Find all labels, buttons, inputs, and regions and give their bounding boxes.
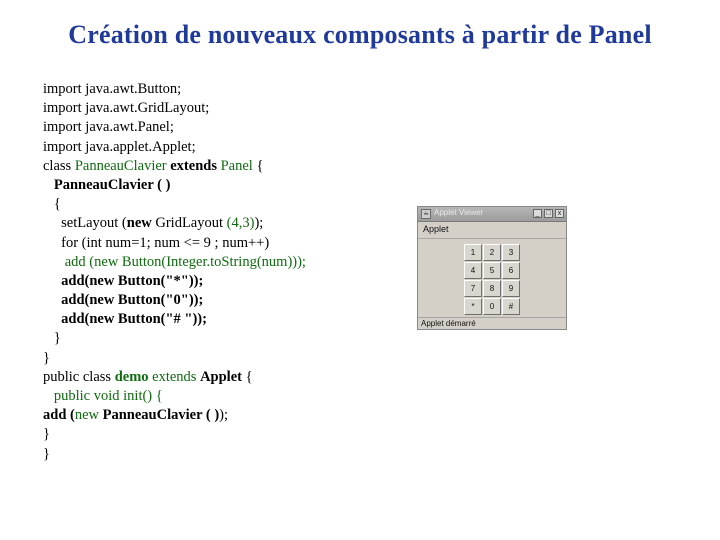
code-token: } <box>43 330 61 347</box>
code-token: new <box>74 407 103 424</box>
code-token: add(new Button("# ")); <box>43 311 207 328</box>
slide-title: Création de nouveaux composants à partir de Panel <box>68 20 652 49</box>
code-line <box>43 118 306 137</box>
status-bar-text: Applet démarré <box>421 319 476 328</box>
keypad-button-3[interactable]: 3 <box>502 244 520 261</box>
code-line <box>43 195 306 214</box>
code-token: add(new Button("0")); <box>43 292 204 309</box>
code-token: for (int num=1; num <= 9 ; num++) <box>43 234 270 251</box>
keypad-button-star[interactable]: * <box>464 298 482 315</box>
keypad-button-6[interactable]: 6 <box>502 262 520 279</box>
close-button[interactable]: x <box>555 209 564 218</box>
code-listing <box>43 80 306 464</box>
code-token: public void init() { <box>43 388 163 404</box>
keypad-button-9[interactable]: 9 <box>502 280 520 297</box>
code-token: } <box>43 426 50 443</box>
code-token: add (new Button(Integer.toString(num))); <box>43 253 306 270</box>
code-token: add(new Button("*")); <box>43 272 204 289</box>
code-token: import java.awt.Panel; <box>43 119 174 136</box>
code-line <box>43 234 306 253</box>
code-token: } <box>43 445 50 462</box>
code-line <box>43 329 306 348</box>
code-line <box>43 406 306 425</box>
code-token: public class <box>43 368 115 385</box>
window-titlebar[interactable] <box>418 207 566 222</box>
java-app-icon: ☕ <box>422 210 430 217</box>
code-token: } <box>43 349 50 366</box>
code-token: add ( <box>43 407 75 424</box>
code-token: import java.awt.Button; <box>43 81 182 97</box>
code-token: (4,3) <box>226 215 255 232</box>
code-line <box>43 387 306 406</box>
code-line <box>43 253 306 272</box>
keypad-button-1[interactable]: 1 <box>464 244 482 261</box>
code-line <box>43 157 306 176</box>
maximize-button[interactable]: □ <box>544 209 553 218</box>
code-line <box>43 214 306 233</box>
menu-divider <box>418 238 566 239</box>
code-token: GridLayout <box>155 215 227 232</box>
minimize-button[interactable]: _ <box>533 209 542 218</box>
code-line <box>43 425 306 444</box>
applet-menu[interactable]: Applet <box>423 224 449 234</box>
code-token: PanneauClavier ( ) <box>43 176 171 193</box>
code-line <box>43 272 306 291</box>
code-token: setLayout ( <box>43 215 127 232</box>
code-token: extends <box>152 368 201 385</box>
code-token: demo <box>114 368 153 385</box>
keypad-button-7[interactable]: 7 <box>464 280 482 297</box>
code-line <box>43 310 306 329</box>
keypad-button-hash[interactable]: # <box>502 298 520 315</box>
code-token: { <box>252 157 264 174</box>
keypad-button-0[interactable]: 0 <box>483 298 501 315</box>
code-token: extends <box>170 157 221 174</box>
code-token: { <box>43 196 61 213</box>
code-line <box>43 445 306 464</box>
code-line <box>43 99 306 118</box>
applet-viewer-window <box>417 206 567 330</box>
status-divider <box>418 317 566 318</box>
code-line <box>43 80 306 99</box>
code-token: PanneauClavier <box>74 157 171 174</box>
code-token: Panel <box>220 157 253 174</box>
keypad-button-4[interactable]: 4 <box>464 262 482 279</box>
code-line <box>43 138 306 157</box>
code-token: new <box>126 215 156 232</box>
keypad-button-8[interactable]: 8 <box>483 280 501 297</box>
keypad-button-5[interactable]: 5 <box>483 262 501 279</box>
code-line <box>43 349 306 368</box>
code-token: class <box>43 157 75 174</box>
code-line <box>43 291 306 310</box>
code-token: import java.awt.GridLayout; <box>43 100 210 117</box>
code-token: { <box>241 368 253 385</box>
code-line <box>43 176 306 195</box>
code-token: import java.applet.Applet; <box>43 138 196 155</box>
code-token: ); <box>254 215 264 232</box>
code-token: PanneauClavier ( ) <box>102 407 220 424</box>
code-line <box>43 368 306 387</box>
keypad-button-2[interactable]: 2 <box>483 244 501 261</box>
code-token: ); <box>219 407 229 424</box>
keypad-grid <box>464 244 521 316</box>
code-token: Applet <box>200 368 242 385</box>
window-title: Applet Viewer <box>434 208 484 217</box>
